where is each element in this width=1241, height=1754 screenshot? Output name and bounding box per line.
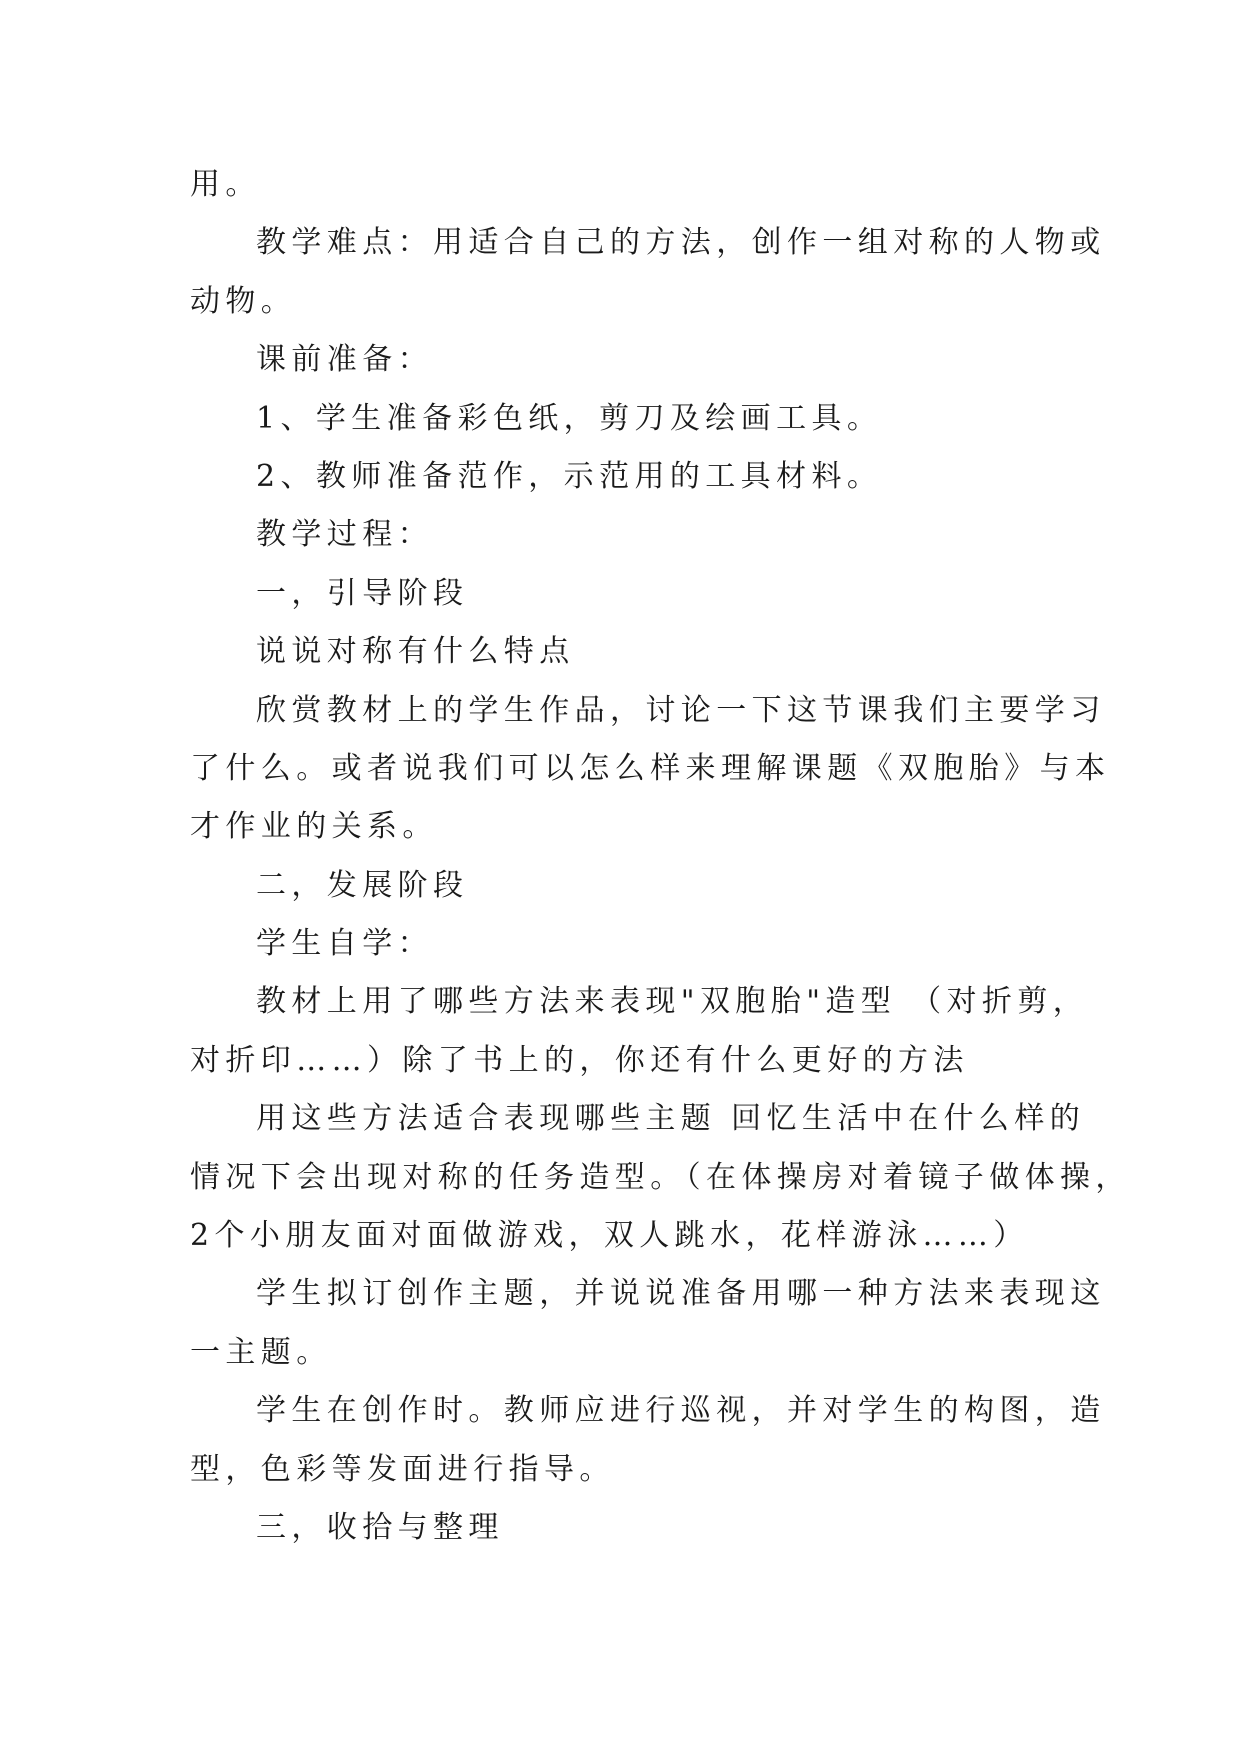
paragraph-start-line: 欣赏教材上的学生作品，讨论一下这节课我们主要学习 xyxy=(256,692,1106,728)
paragraph-start-line: 1、学生准备彩色纸，剪刀及绘画工具。 xyxy=(256,400,883,436)
paragraph-start-line: 说说对称有什么特点 xyxy=(256,634,575,670)
paragraph-start-line: 二，发展阶段 xyxy=(256,867,469,903)
paragraph-continuation-line: 2个小朋友面对面做游戏，双人跳水，花样游泳……） xyxy=(190,1218,1029,1254)
paragraph-continuation-line: 情况下会出现对称的任务造型。（在体操房对着镜子做体操， xyxy=(190,1159,1131,1195)
paragraph-continuation-line: 用。 xyxy=(190,167,261,202)
paragraph-continuation-line: 型，色彩等发面进行指导。 xyxy=(190,1451,615,1487)
paragraph-continuation-line: 一主题。 xyxy=(190,1334,332,1370)
paragraph-start-line: 学生自学： xyxy=(256,926,433,962)
paragraph-continuation-line: 对折印……）除了书上的，你还有什么更好的方法 xyxy=(190,1042,969,1078)
paragraph-start-line: 课前准备： xyxy=(256,342,433,378)
paragraph-start-line: 教学难点：用适合自己的方法，创作一组对称的人物或 xyxy=(256,225,1106,261)
paragraph-start-line: 三，收拾与整理 xyxy=(256,1509,504,1545)
paragraph-start-line: 学生拟订创作主题，并说说准备用哪一种方法来表现这 xyxy=(256,1276,1106,1312)
paragraph-continuation-line: 才作业的关系。 xyxy=(190,809,438,845)
paragraph-start-line: 教学过程： xyxy=(256,517,433,553)
paragraph-continuation-line: 动物。 xyxy=(190,283,297,319)
body-text xyxy=(190,156,1131,1557)
paragraph-start-line: 学生在创作时。教师应进行巡视，并对学生的构图，造 xyxy=(256,1393,1106,1429)
paragraph-continuation-line: 了什么。或者说我们可以怎么样来理解课题《双胞胎》与本 xyxy=(190,750,1111,786)
paragraph-start-line: 2、教师准备范作，示范用的工具材料。 xyxy=(256,458,883,494)
paragraph-start-line: 用这些方法适合表现哪些主题 回忆生活中在什么样的 xyxy=(256,1101,1086,1137)
paragraph-start-line: 一，引导阶段 xyxy=(256,575,469,611)
paragraph-start-line: 教材上用了哪些方法来表现"双胞胎"造型 （对折剪， xyxy=(256,984,1089,1020)
